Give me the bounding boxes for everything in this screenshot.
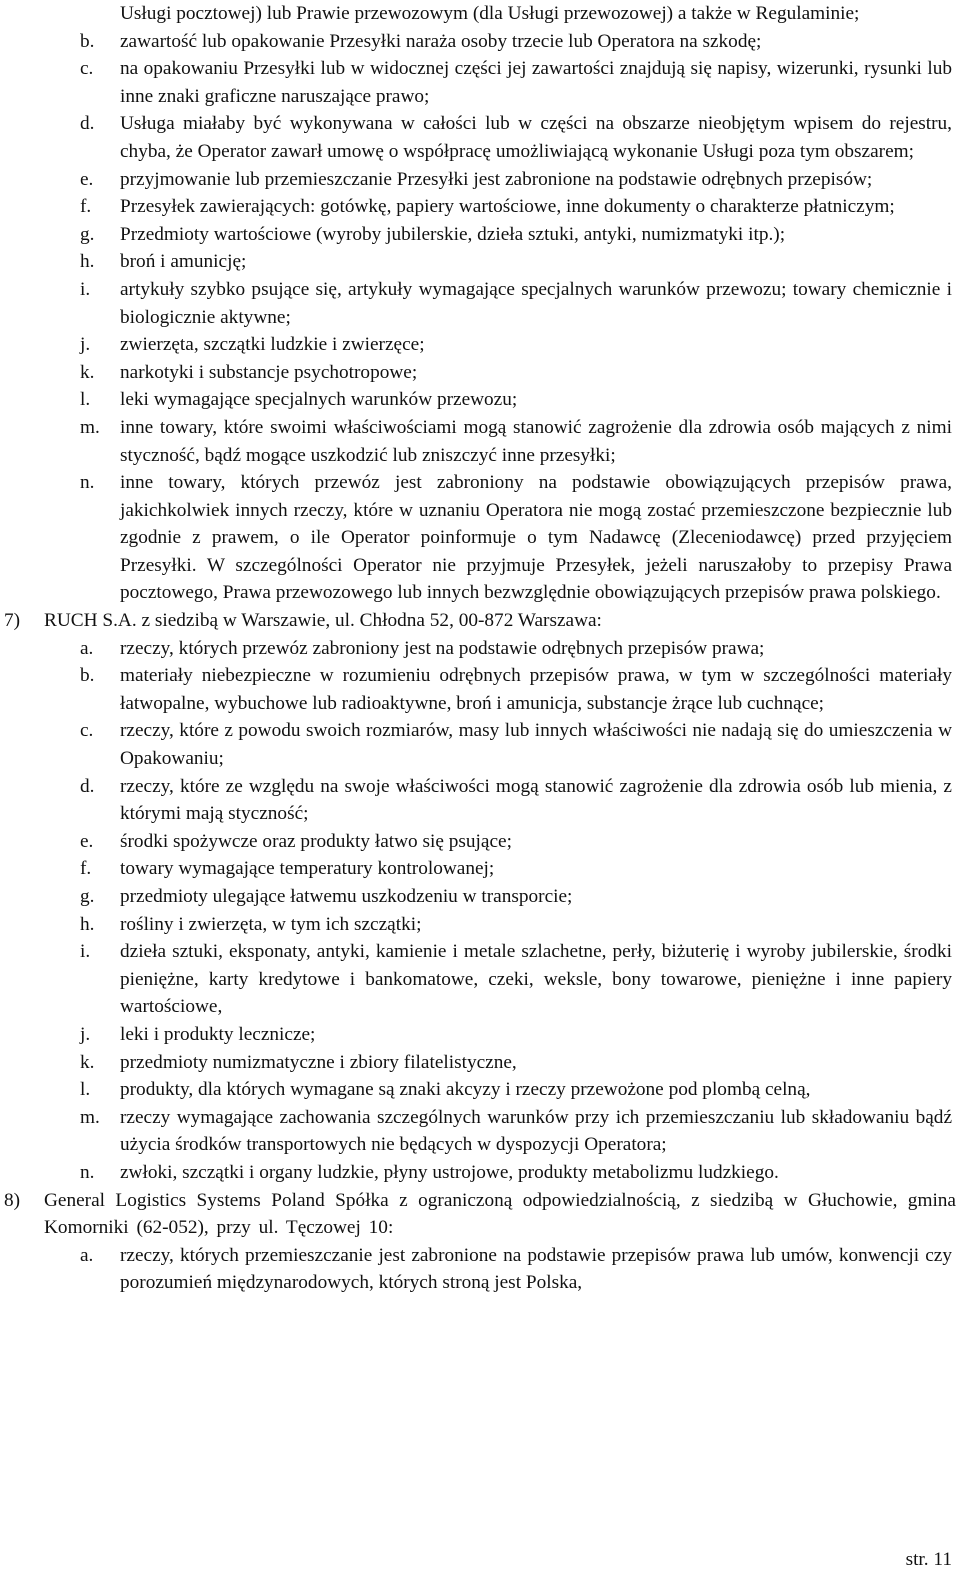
list-item-marker: m. (80, 1106, 100, 1128)
list-item-marker: f. (80, 196, 92, 218)
section-7-number: 7) (4, 610, 21, 632)
list-item-text: zwierzęta, szczątki ludzkie i zwierzęce; (120, 334, 425, 356)
list-item-text: przedmioty ulegające łatwemu uszkodzeniu w transporcie; (120, 886, 573, 907)
list-item-text: Przedmioty wartościowe (wyroby jubilerskie, dzieła sztuki, antyki, numizmatyki itp.); (120, 223, 786, 245)
list-item-marker: d. (80, 113, 95, 135)
list-item-marker: e. (80, 830, 94, 852)
list-item-text: Przesyłek zawierających: gotówkę, papiery wartościowe, inne dokumenty o charakterze płatniczym; (120, 196, 895, 218)
list-item-marker: h. (80, 251, 95, 273)
section-7-list (0, 635, 960, 1187)
list-item (0, 1021, 960, 1049)
list-item (0, 1076, 960, 1104)
list-item-text: środki spożywcze oraz produkty łatwo się psujące; (120, 830, 512, 852)
list-item-marker: n. (80, 1161, 95, 1183)
list-item (0, 414, 960, 469)
list-item (0, 883, 960, 911)
list-item-text: rzeczy, których przemieszczanie jest zabronione na podstawie przepisów prawa lub umów, konwencji czy porozumień międzynarodowych, których stroną jest Polska, (120, 1244, 952, 1294)
list-item-marker: c. (80, 58, 94, 80)
list-item-marker: g. (80, 223, 95, 245)
list-item-text: zawartość lub opakowanie Przesyłki naraża osoby trzecie lub Operatora na szkodę; (120, 30, 762, 52)
list-item (0, 469, 960, 607)
list-item (0, 635, 960, 663)
list-item-marker: n. (80, 472, 95, 494)
page-number: str. 11 (905, 1549, 952, 1570)
list-item-marker: b. (80, 665, 95, 687)
list-item-text: produkty, dla których wymagane są znaki akcyzy i rzeczy przewożone pod plombą celną, (120, 1079, 811, 1101)
list-item (0, 773, 960, 828)
list-item-text: przedmioty numizmatyczne i zbiory filatelistyczne, (120, 1051, 517, 1073)
list-item-text: inne towary, których przewóz jest zabroniony na podstawie obowiązujących przepisów prawa, jakichkolwiek innych rzeczy, które w uznaniu Operatora nie mogą zostać przemieszczone bezpiecznie lub zgodnie z prawem, o ile Operator poinformuje o tym Nadawcę (Zleceniodawcę) przed przyjęciem Przesyłki. W szczególności Operator nie przyjmuje Przesyłek, jeżeli naruszałoby to przepisy Prawa pocztowego, Prawa przewozowego lub innych bezwzględnie obowiązujących przepisów prawa polskiego. (120, 472, 952, 604)
list-item-text: narkotyki i substancje psychotropowe; (120, 361, 418, 383)
list-item-marker: b. (80, 30, 95, 52)
list-item-text: rzeczy, które ze względu na swoje właściwości mogą stanowić zagrożenie dla zdrowia osób lub mienia, z którymi mają styczność; (120, 775, 952, 825)
list-item (0, 1104, 960, 1159)
list-item-marker: j. (80, 334, 91, 356)
list-item-marker: g. (80, 886, 95, 907)
list-item-marker: d. (80, 775, 95, 797)
list-item-marker: h. (80, 913, 95, 935)
list-item-marker: f. (80, 858, 92, 880)
section-8-title: General Logistics Systems Poland Spółka z ograniczoną odpowiedzialnością, z siedzibą w Głuchowie, gmina Komorniki (62-052), przy ul. Tęczowej 10: (44, 1189, 956, 1239)
list-item-marker: c. (80, 720, 94, 742)
section-8-list (0, 1242, 960, 1297)
list-item-text: inne towary, które swoimi właściwościami mogą stanowić zagrożenie dla zdrowia osób mających z nimi styczność, bądź mogące uszkodzić lub zniszczyć inne przesyłki; (120, 416, 952, 466)
list-item-marker: a. (80, 637, 94, 659)
list-item-text: dzieła sztuki, eksponaty, antyki, kamienie i metale szlachetne, perły, biżuterię i wyroby jubilerskie, środki pieniężne, karty kredytowe i bankomatowe, czeki, weksle, bony towarowe, pieniężne i inne papiery wartościowe, (120, 941, 952, 1018)
list-item-marker: a. (80, 1244, 94, 1266)
list-item (0, 828, 960, 856)
list-item-marker: k. (80, 361, 95, 383)
list-item (0, 248, 960, 276)
list-item (0, 938, 960, 1021)
list-item-text: materiały niebezpieczne w rozumieniu odrębnych przepisów prawa, w tym w szczególności materiały łatwopalne, wybuchowe lub radioaktywne, broń i amunicja, substancje żrące lub cuchnące; (120, 665, 952, 714)
list-item-text: na opakowaniu Przesyłki lub w widocznej części jej zawartości znajdują się napisy, wizerunki, rysunki lub inne znaki graficzne naruszające prawo; (120, 58, 952, 107)
list-item (0, 221, 960, 249)
section-7-heading (0, 607, 960, 635)
list-item-text: zwłoki, szczątki i organy ludzkie, płyny ustrojowe, produkty metabolizmu ludzkiego. (120, 1161, 779, 1183)
list-item-text: towary wymagające temperatury kontrolowanej; (120, 858, 495, 880)
list-item-text: rzeczy, których przewóz zabroniony jest na podstawie odrębnych przepisów prawa; (120, 637, 765, 659)
section-8-number: 8) (4, 1189, 21, 1211)
list-item (0, 55, 960, 110)
list-item-marker: k. (80, 1051, 95, 1073)
list-item-text: artykuły szybko psujące się, artykuły wymagające specjalnych warunków przewozu; towary chemicznie i biologicznie aktywne; (120, 278, 952, 328)
continuation-paragraph: Usługi pocztowej) lub Prawie przewozowym (dla Usługi przewozowej) a także w Regulaminie; (120, 3, 860, 24)
list-item (0, 193, 960, 221)
list-item (0, 166, 960, 194)
list-item (0, 276, 960, 331)
list-item (0, 1159, 960, 1187)
list-item-text: Usługa miałaby być wykonywana w całości lub w części na obszarze nieobjętym wpisem do rejestru, chyba, że Operator zawarł umowę o współpracę umożliwiającą wykonanie Usługi poza tym obszarem; (120, 113, 952, 162)
list-item-text: leki i produkty lecznicze; (120, 1023, 316, 1045)
list-item-marker: j. (80, 1023, 91, 1045)
list-item-marker: i. (80, 278, 91, 300)
list-item-text: broń i amunicję; (120, 251, 247, 273)
section-7-title: RUCH S.A. z siedzibą w Warszawie, ul. Chłodna 52, 00-872 Warszawa: (44, 610, 602, 632)
list-item (0, 717, 960, 772)
list-item (0, 110, 960, 165)
list-item-text: rzeczy wymagające zachowania szczególnych warunków przy ich przemieszczaniu lub składowaniu bądź użycia środków transportowych nie będących w dyspozycji Operatora; (120, 1106, 952, 1156)
list-item-text: rzeczy, które z powodu swoich rozmiarów, masy lub innych właściwości nie nadają się do umieszczenia w Opakowaniu; (120, 720, 952, 770)
list-item-marker: i. (80, 941, 91, 963)
list-item (0, 386, 960, 414)
list-item (0, 855, 960, 883)
list-top (0, 28, 960, 607)
list-item (0, 28, 960, 56)
list-item-text: przyjmowanie lub przemieszczanie Przesyłki jest zabronione na podstawie odrębnych przepisów; (120, 168, 873, 190)
list-item (0, 1242, 960, 1297)
list-item-marker: l. (80, 1079, 91, 1101)
list-item (0, 331, 960, 359)
list-item-marker: m. (80, 416, 100, 438)
section-8-heading (0, 1187, 960, 1242)
list-item (0, 359, 960, 387)
list-item-marker: e. (80, 168, 94, 190)
list-item-text: leki wymagające specjalnych warunków przewozu; (120, 389, 518, 411)
list-item (0, 662, 960, 717)
list-item-text: rośliny i zwierzęta, w tym ich szczątki; (120, 913, 422, 935)
list-item-marker: l. (80, 389, 91, 411)
list-item (0, 911, 960, 939)
list-item (0, 1049, 960, 1077)
